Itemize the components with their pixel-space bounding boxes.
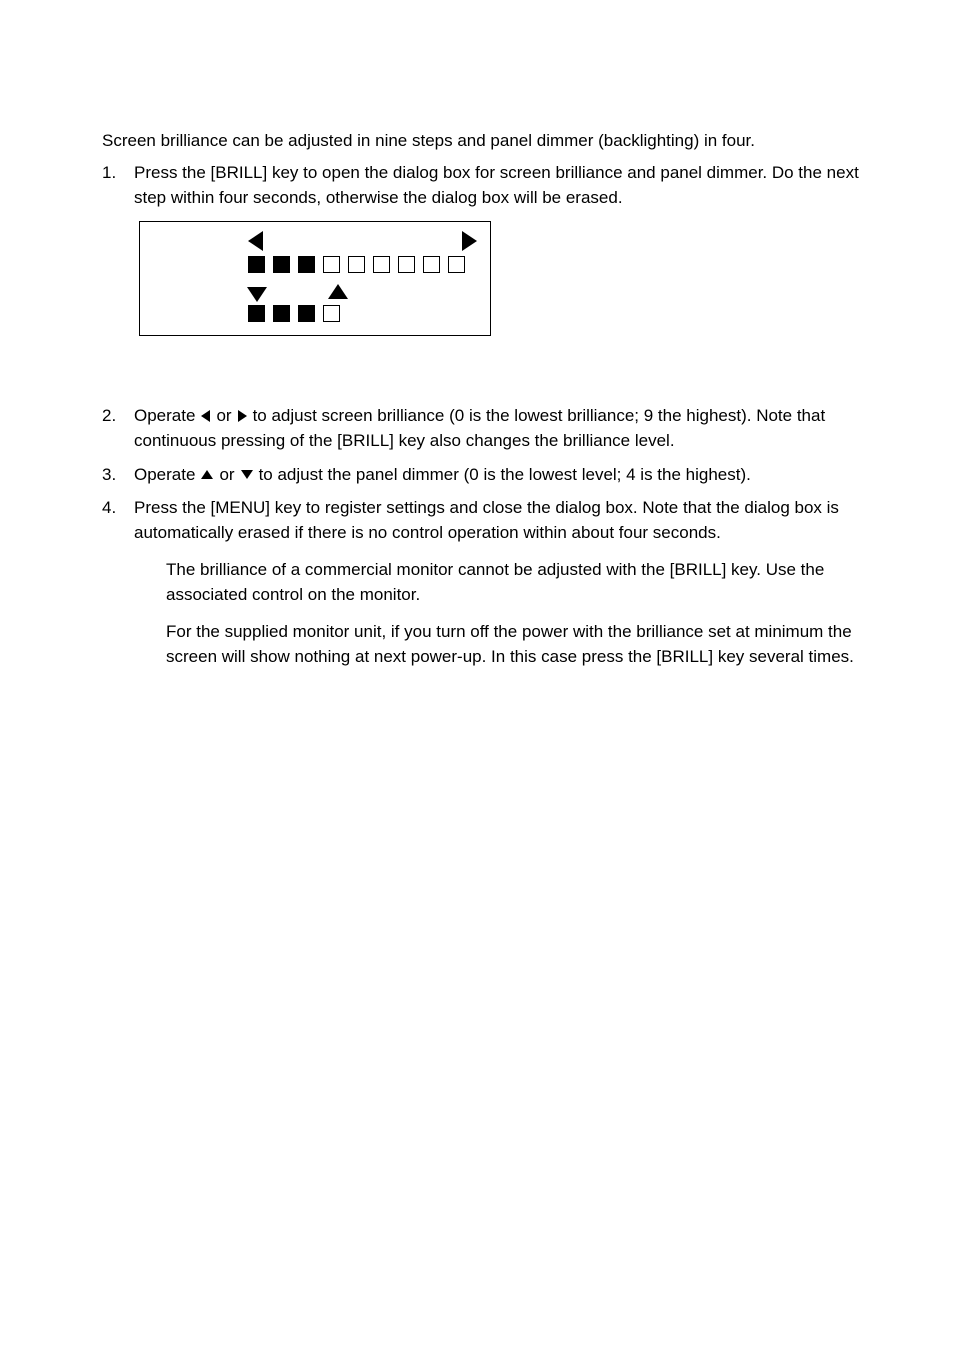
brilliance-cell-empty: [448, 256, 465, 273]
intro-paragraph: Screen brilliance can be adjusted in nine steps and panel dimmer (backlighting) in four.: [102, 131, 755, 150]
step-number: 1.: [102, 163, 117, 182]
step-text-or: or: [219, 465, 235, 484]
step-text-rest: to adjust the panel dimmer (0 is the lowest level; 4 is the highest).: [258, 465, 751, 484]
brilliance-cell-empty: [423, 256, 440, 273]
step-text: Press the [MENU] key to register settings and close the dialog box. Note that the dialog box is automatically erased if there is no control operation within about four seconds.: [134, 498, 839, 542]
dimmer-cell-filled: [248, 305, 265, 322]
brilliance-increase-arrow-icon: [462, 231, 477, 251]
brilliance-cell-empty: [348, 256, 365, 273]
brilliance-cell-filled: [273, 256, 290, 273]
up-triangle-icon: [201, 470, 213, 479]
step-text-or: or: [216, 406, 232, 425]
dimmer-cell-filled: [273, 305, 290, 322]
dimmer-cell-filled: [298, 305, 315, 322]
brilliance-level-bar: [248, 256, 465, 273]
step-4: [102, 495, 862, 545]
brilliance-cell-empty: [373, 256, 390, 273]
step-text: Press the [BRILL] key to open the dialog box for screen brilliance and panel dimmer. Do the next step within four seconds, otherwise the dialog box will be erased.: [134, 163, 859, 207]
brilliance-decrease-arrow-icon: [248, 231, 263, 251]
brilliance-cell-empty: [398, 256, 415, 273]
down-triangle-icon: [241, 470, 253, 479]
dimmer-decrease-arrow-icon: [247, 287, 267, 302]
brilliance-dimmer-dialog: [139, 221, 491, 336]
brilliance-cell-empty: [323, 256, 340, 273]
step-number: 2.: [102, 406, 117, 425]
step-text-lead: Operate: [134, 406, 196, 425]
step-text-rest: to adjust screen brilliance (0 is the lowest brilliance; 9 the highest). Note that continuous pressing of the [BRILL] key also changes the brilliance level.: [134, 406, 826, 450]
step-number: 4.: [102, 498, 117, 517]
step-3: [102, 462, 862, 487]
dimmer-increase-arrow-icon: [328, 284, 348, 299]
note-paragraph: For the supplied monitor unit, if you turn off the power with the brilliance set at minimum the screen will show nothing at next power-up. In this case press the [BRILL] key several times.: [166, 622, 854, 666]
dimmer-level-bar: [248, 305, 340, 322]
dimmer-cell-empty: [323, 305, 340, 322]
note-paragraph: The brilliance of a commercial monitor cannot be adjusted with the [BRILL] key. Use the associated control on the monitor.: [166, 560, 825, 604]
left-triangle-icon: [201, 410, 210, 422]
step-text-lead: Operate: [134, 465, 196, 484]
right-triangle-icon: [238, 410, 247, 422]
step-2: [102, 403, 862, 453]
step-1: [102, 160, 862, 210]
brilliance-cell-filled: [248, 256, 265, 273]
brilliance-cell-filled: [298, 256, 315, 273]
step-number: 3.: [102, 465, 117, 484]
